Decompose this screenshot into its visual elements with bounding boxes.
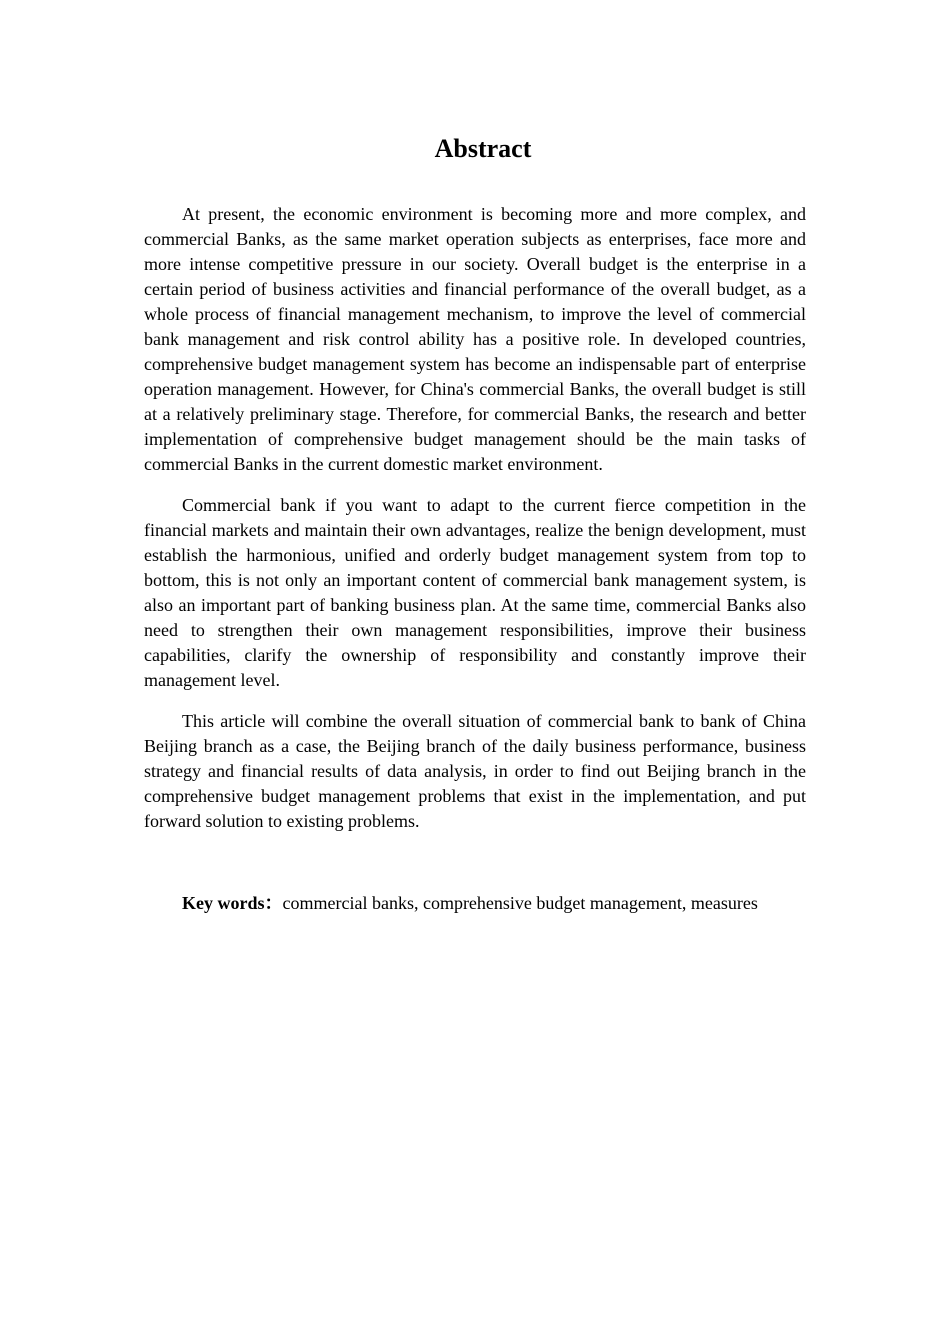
abstract-paragraph-3: This article will combine the overall situation of commercial bank to bank of China Beijing branch as a case, the Beijing branch of the daily business performance, business strategy and financial results of data analysis, in order to find out Beijing branch in the comprehensive budget management problems that exist in the implementation, and put forward solution to existing problems. <box>144 711 806 831</box>
abstract-paragraph-1: At present, the economic environment is becoming more and more complex, and commercial Banks, as the same market operation subjects as enterprises, face more and more intense competitive pressure in our society. Overall budget is the enterprise in a certain period of business activities and financial performance of the overall budget, as a whole process of financial management mechanism, to improve the level of commercial bank management and risk control ability has a positive role. In developed countries, comprehensive budget management system has become an indispensable part of enterprise operation management. However, for China's commercial Banks, the overall budget is still at a relatively preliminary stage. Therefore, for commercial Banks, the research and better implementation of comprehensive budget management should be the main tasks of commercial Banks in the current domestic market environment. <box>144 204 806 474</box>
keywords-label: Key words： <box>182 893 283 913</box>
abstract-page <box>144 132 806 916</box>
keywords-line <box>144 891 806 916</box>
keywords-value: commercial banks, comprehensive budget management, measures <box>282 893 758 913</box>
page-title: Abstract <box>434 134 532 163</box>
abstract-paragraph-2: Commercial bank if you want to adapt to the current fierce competition in the financial markets and maintain their own advantages, realize the benign development, must establish the harmonious, unified and orderly budget management system from top to bottom, this is not only an important content of commercial bank management system, is also an important part of banking business plan. At the same time, commercial Banks also need to strengthen their own management responsibilities, improve their business capabilities, clarify the ownership of responsibility and constantly improve their management level. <box>144 495 806 690</box>
